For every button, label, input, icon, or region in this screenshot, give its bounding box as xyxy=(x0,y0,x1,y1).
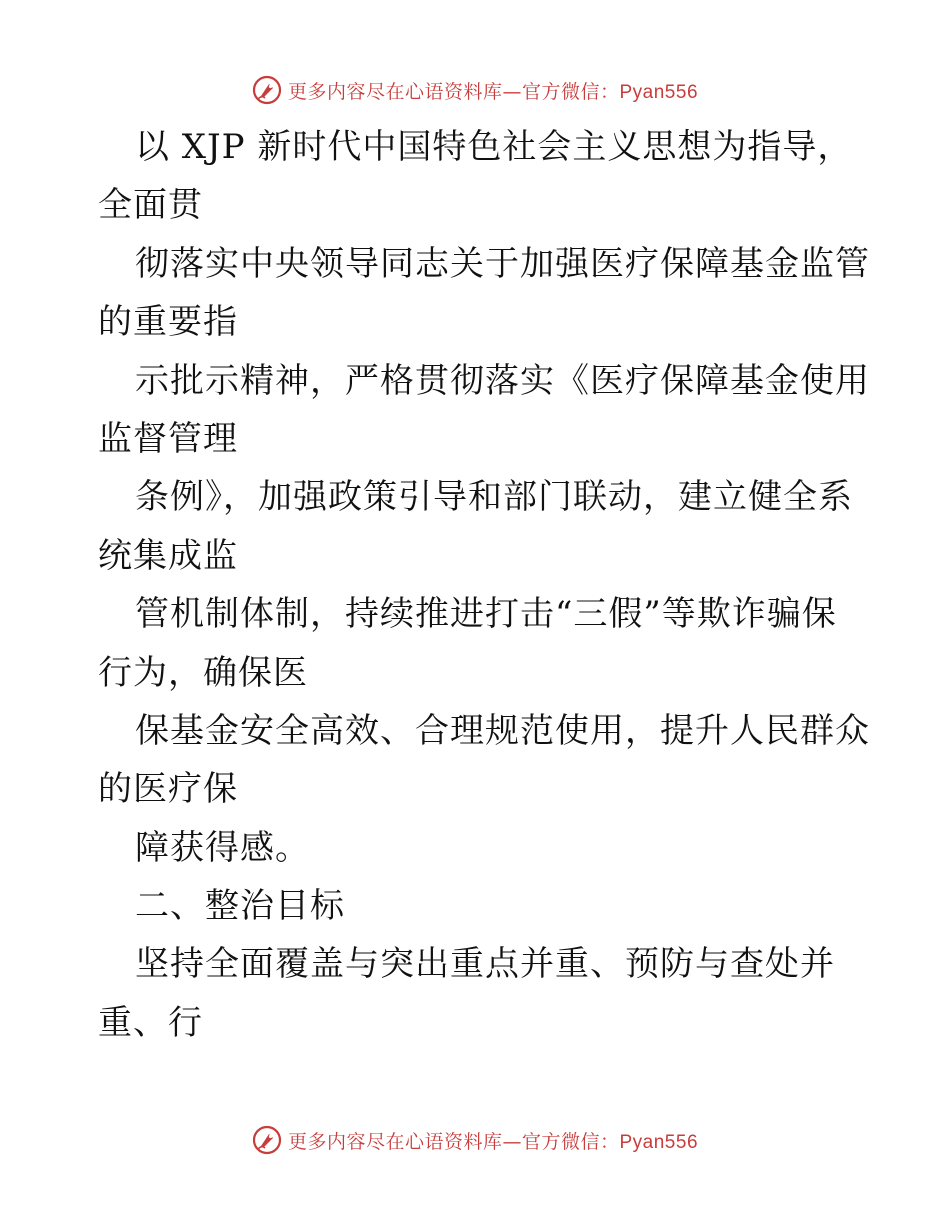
text-line: 彻落实中央领导同志关于加强医疗保障基金监管 xyxy=(135,243,870,284)
text-line: 重、行 xyxy=(98,1002,203,1043)
watermark-label: 更多内容尽在心语资料库 xyxy=(287,80,503,103)
document-body xyxy=(98,118,870,1052)
watermark-text xyxy=(288,1127,698,1154)
watermark-separator: — xyxy=(502,1130,522,1153)
text-line: 示批示精神，严格贯彻落实《医疗保障基金使用 xyxy=(135,360,870,401)
text-line: 的重要指 xyxy=(98,302,238,343)
text-line: 监督管理 xyxy=(98,418,238,459)
text-line: 全面贯 xyxy=(98,185,203,226)
watermark-label: 更多内容尽在心语资料库 xyxy=(287,1130,503,1153)
watermark-separator: — xyxy=(502,80,522,103)
watermark-contact: 官方微信：Pyan556 xyxy=(522,81,699,103)
text-line: 的医疗保 xyxy=(98,769,238,810)
text-line: 行为，确保医 xyxy=(98,652,308,693)
pen-nib-logo-icon xyxy=(252,1125,282,1155)
footer-watermark xyxy=(0,1120,950,1160)
section-heading: 二、整治目标 xyxy=(135,886,345,927)
text-line: 统集成监 xyxy=(98,535,238,576)
watermark-text xyxy=(288,77,698,104)
text-line: 障获得感。 xyxy=(135,827,310,868)
header-watermark xyxy=(0,70,950,110)
text-line: 保基金安全高效、合理规范使用，提升人民群众 xyxy=(135,710,870,751)
text-line: 管机制体制，持续推进打击“三假”等欺诈骗保 xyxy=(135,594,837,635)
text-line: 以 XJP 新时代中国特色社会主义思想为指导， xyxy=(135,127,853,167)
text-line: 条例》，加强政策引导和部门联动，建立健全系 xyxy=(135,477,853,518)
text-line: 坚持全面覆盖与突出重点并重、预防与查处并 xyxy=(135,944,835,985)
watermark-contact: 官方微信：Pyan556 xyxy=(522,1131,699,1153)
pen-nib-logo-icon xyxy=(252,75,282,105)
